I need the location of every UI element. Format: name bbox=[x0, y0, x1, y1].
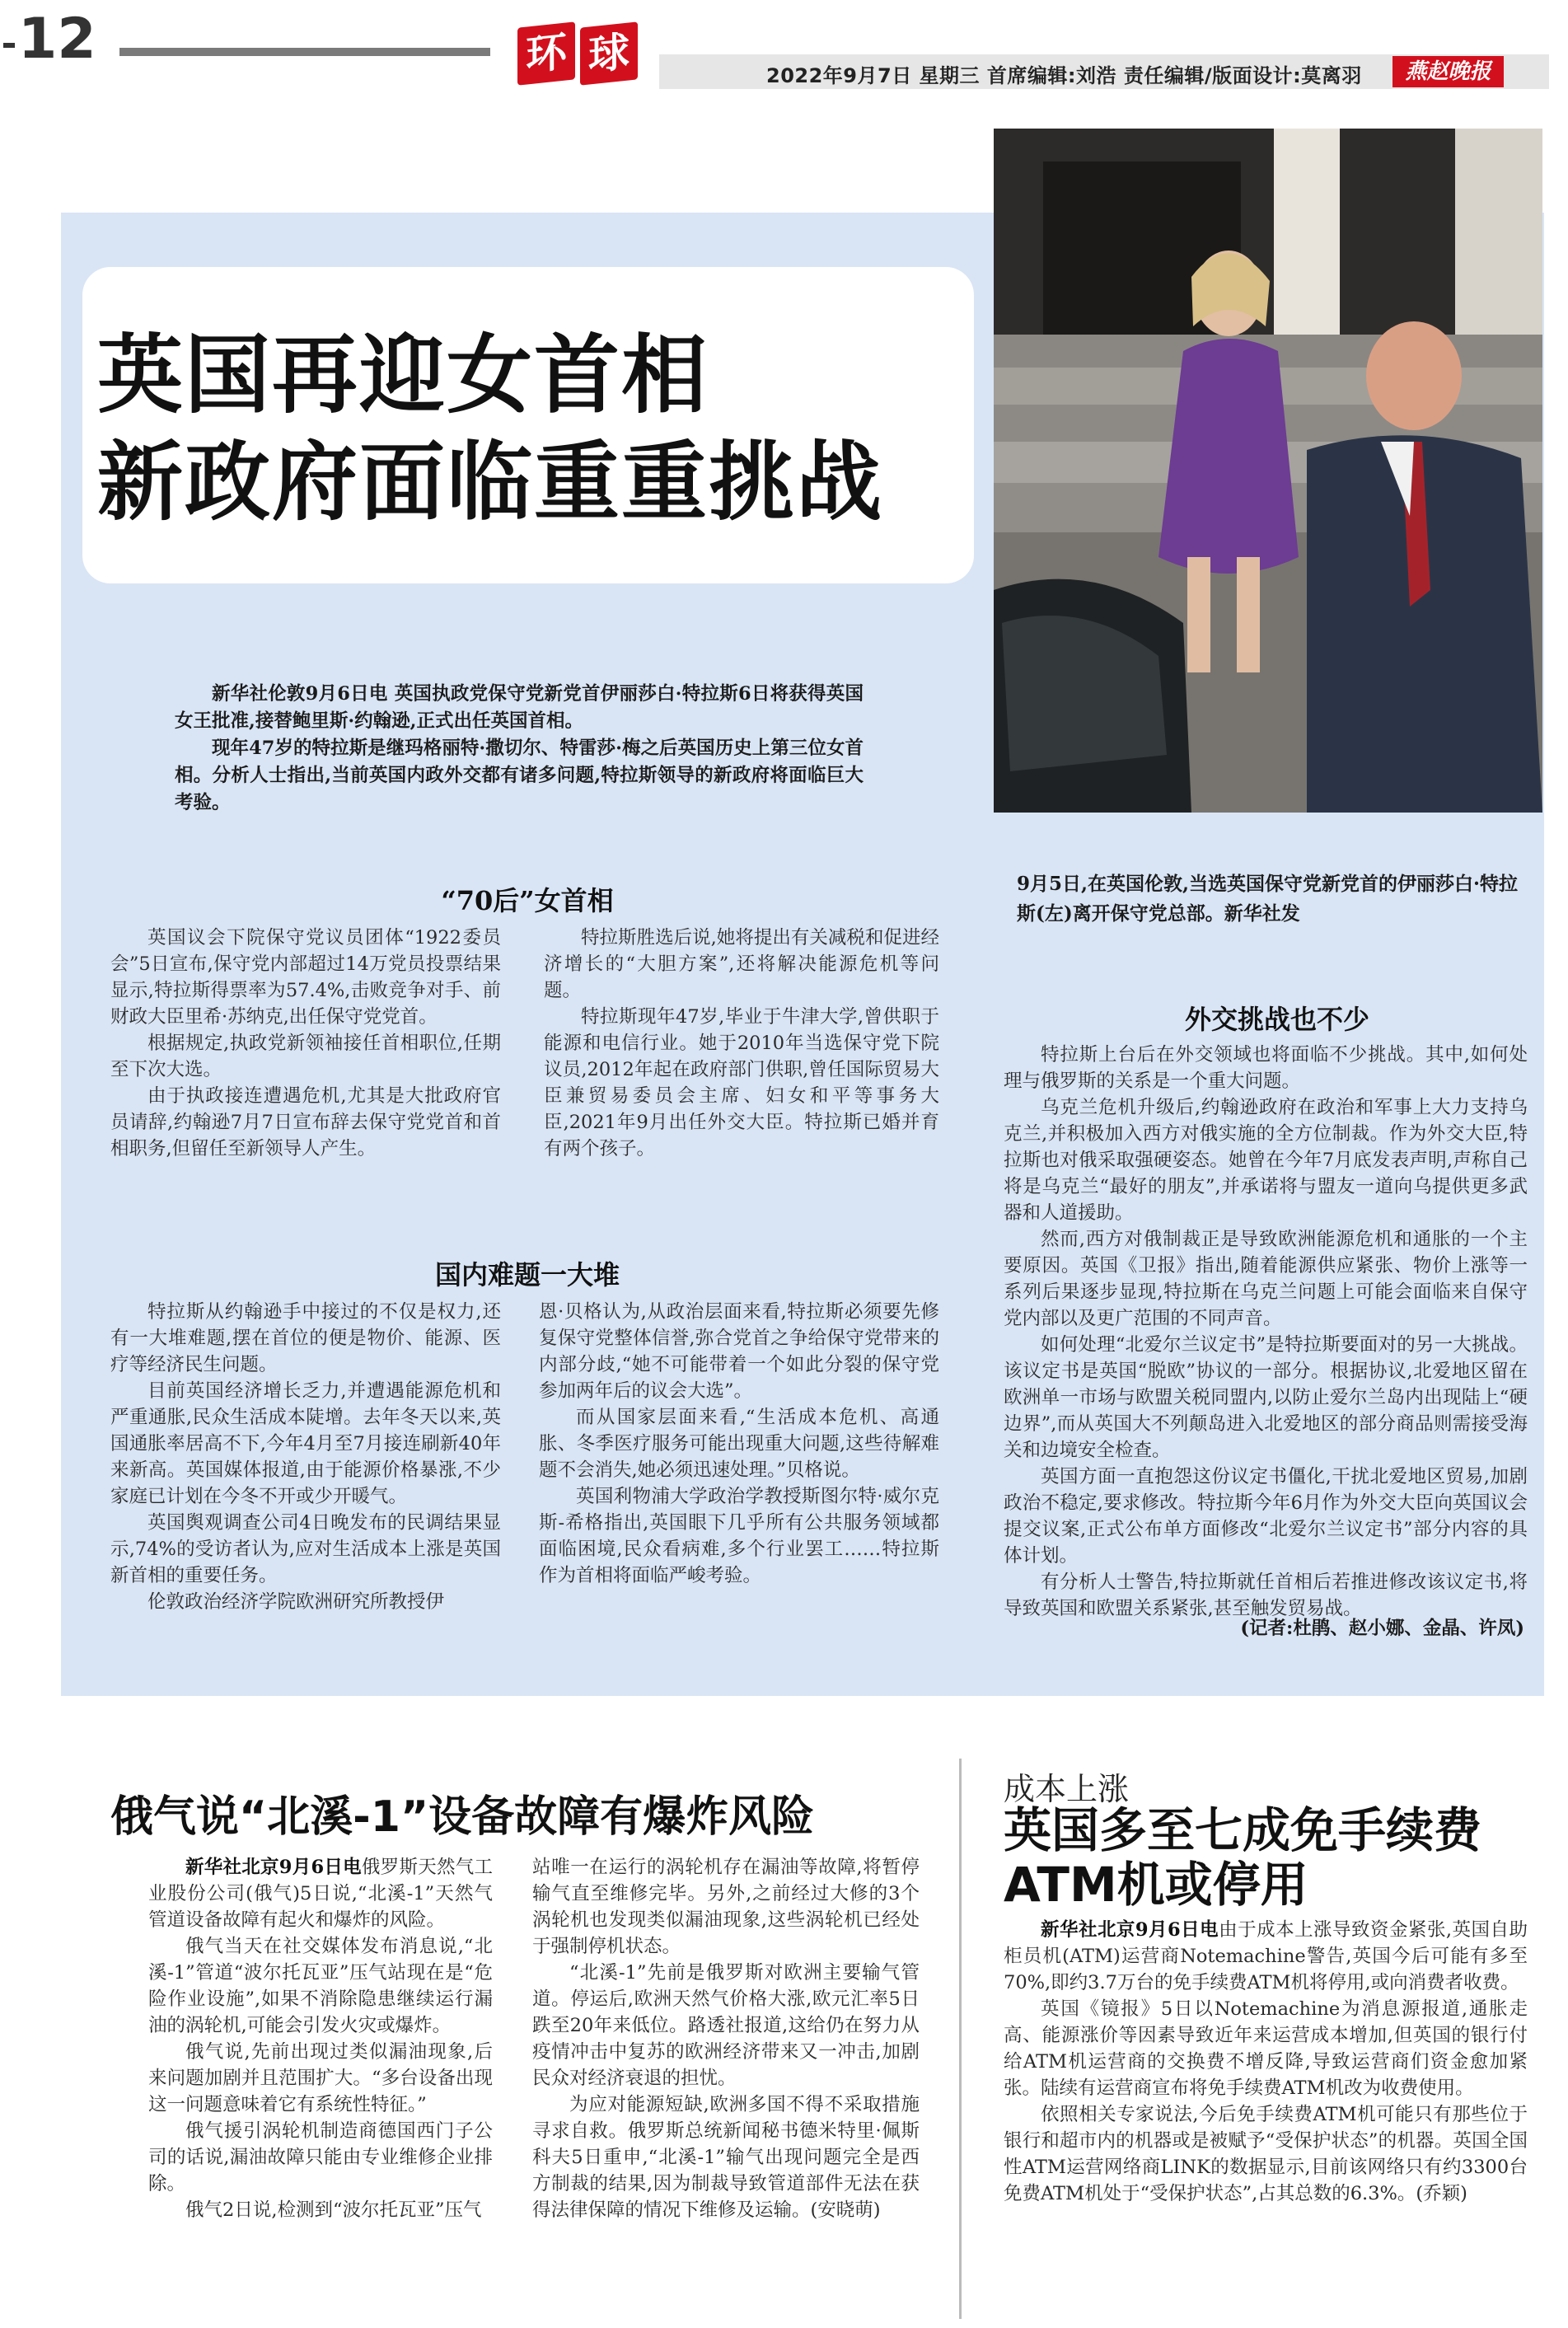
section-subhead: 国内难题一大堆 bbox=[434, 1259, 620, 1290]
article-column bbox=[110, 1299, 501, 1615]
paragraph: 然而,西方对俄制裁正是导致欧洲能源危机和通胀的一个主要原因。英国《卫报》指出,随着能源供应紧张、物价上涨等一系列后果逐步显现,特拉斯在乌克兰问题上可能会面临来自保守党内部以及更广范围的不同声音。 bbox=[1004, 1229, 1528, 1329]
reporter-credit: (记者:杜鹃、赵小娜、金晶、许凤) bbox=[1240, 1618, 1524, 1639]
lead-paragraph: 现年47岁的特拉斯是继玛格丽特·撒切尔、特雷莎·梅之后英国历史上第三位女首相。分析人士指出,当前英国内政外交都有诸多问题,特拉斯领导的新政府将面临巨大考验。 bbox=[175, 738, 864, 813]
article-column bbox=[544, 925, 939, 1162]
paragraph: 俄气2日说,检测到“波尔托瓦亚”压气 bbox=[185, 2199, 482, 2221]
masthead-logo: 燕赵晚报 bbox=[1392, 56, 1504, 87]
article-column bbox=[539, 1299, 939, 1589]
paragraph: 英国利物浦大学政治学教授斯图尔特·威尔克斯-希格指出,英国眼下几乎所有公共服务领域都面临困境,民众看病难,多个行业罢工……特拉斯作为首相将面临严峻考验。 bbox=[539, 1486, 939, 1586]
headline-line: 英国再迎女首相 bbox=[97, 325, 709, 425]
paragraph: 英国方面一直抱怨这份议定书僵化,干扰北爱地区贸易,加剧政治不稳定,要求修改。特拉斯今年6月作为外交大臣向英国议会提交议案,正式公布单方面修改“北爱尔兰议定书”部分内容的具体计划。 bbox=[1004, 1466, 1528, 1567]
paragraph bbox=[148, 1854, 493, 1933]
paragraph: 由于执政接连遭遇危机,尤其是大批政府官员请辞,约翰逊7月7日宣布辞去保守党党首和首相职务,但留任至新领导人产生。 bbox=[110, 1085, 501, 1159]
paragraph: 目前英国经济增长乏力,并遭遇能源危机和严重通胀,民众生活成本陡增。去年冬天以来,英国通胀率居高不下,今年4月至7月接连刷新40年来新高。英国媒体报道,由于能源价格暴涨,不少家庭已计划在今冬不开或少开暖气。 bbox=[110, 1380, 501, 1507]
column-divider bbox=[959, 1759, 962, 2319]
article-column bbox=[110, 925, 501, 1162]
paragraph: 伦敦政治经济学院欧洲研究所教授伊 bbox=[147, 1591, 445, 1613]
paragraph-text: 俄罗斯天然气工业股份公司(俄气)5日说,“北溪-1”天然气管道设备故障有起火和爆炸的风险。 bbox=[148, 1857, 493, 1931]
paragraph: 英国《镜报》5日以Notemachine为消息源报道,通胀走高、能源涨价等因素导致近年来运营成本增加,但英国的银行付给ATM机运营商的交换费不增反降,导致运营商们资金愈加紧张。陆续有运营商宣布将免手续费ATM机改为收费使用。 bbox=[1004, 1998, 1528, 2099]
paragraph: 如何处理“北爱尔兰议定书”是特拉斯要面对的另一大挑战。该议定书是英国“脱欧”协议的一部分。根据协议,北爱地区留在欧洲单一市场与欧盟关税同盟内,以防止爱尔兰岛内出现陆上“硬边界”,而从英国大不列颠岛进入北爱地区的部分商品则需接受海关和边境安全检查。 bbox=[1004, 1334, 1528, 1461]
main-headline bbox=[97, 321, 971, 536]
paragraph: 为应对能源短缺,欧洲多国不得不采取措施寻求自救。俄罗斯总统新闻秘书德米特里·佩斯科夫5日重申,“北溪-1”输气出现问题完全是西方制裁的结果,因为制裁导致管道部件无法在获得法律保障的情况下维修及运输。(安晓萌) bbox=[532, 2094, 920, 2221]
article-lead bbox=[175, 681, 864, 817]
paragraph: 依照相关专家说法,今后免手续费ATM机可能只有那些位于银行和超市内的机器或是被赋予“受保护状态”的机器。英国全国性ATM运营网络商LINK的数据显示,目前该网络只有约3300台免费ATM机处于“受保护状态”,占其总数的6.3%。(乔颖) bbox=[1004, 2104, 1528, 2204]
paragraph: 乌克兰危机升级后,约翰逊政府在政治和军事上大力支持乌克兰,并积极加入西方对俄实施的全方位制裁。作为外交大臣,特拉斯也对俄采取强硬姿态。她曾在今年7月底发表声明,声称自己将是乌克兰“最好的朋友”,并承诺将与盟友一道向乌提供更多武器和人道援助。 bbox=[1004, 1097, 1528, 1224]
header-rule bbox=[119, 48, 490, 56]
headline-line: 英国多至七成免手续费 bbox=[1004, 1802, 1482, 1858]
paragraph: 英国议会下院保守党议员团体“1922委员会”5日宣布,保守党内部超过14万党员投票结果显示,特拉斯得票率为57.4%,击败竞争对手、前财政大臣里希·苏纳克,出任保守党党首。 bbox=[110, 927, 501, 1028]
paragraph: 而从国家层面来看,“生活成本危机、高通胀、冬季医疗服务可能出现重大问题,这些待解难题不会消失,她必须迅速处理。”贝格说。 bbox=[539, 1407, 939, 1481]
paragraph: 俄气说,先前出现过类似漏油现象,后来问题加剧并且范围扩大。“多台设备出现这一问题意味着它有系统性特征。” bbox=[148, 2041, 493, 2115]
headline-line: 新政府面临重重挑战 bbox=[97, 432, 884, 532]
paragraph: 特拉斯胜选后说,她将提出有关减税和促进经济增长的“大胆方案”,还将解决能源危机等问题。 bbox=[544, 927, 939, 1001]
paragraph: 有分析人士警告,特拉斯就任首相后若推进修改该议定书,将导致英国和欧盟关系紧张,甚至触发贸易战。 bbox=[1004, 1572, 1528, 1619]
article-column bbox=[148, 1854, 493, 2223]
paragraph: 特拉斯从约翰逊手中接过的不仅是权力,还有一大堆难题,摆在首位的便是物价、能源、医疗等经济民生问题。 bbox=[110, 1301, 501, 1375]
dateline: 新华社北京9月6日电 bbox=[185, 1857, 362, 1878]
lead-paragraph: 新华社伦敦9月6日电 英国执政党保守党新党首伊丽莎白·特拉斯6日将获得英国女王批准,接替鲍里斯·约翰逊,正式出任英国首相。 bbox=[175, 683, 864, 732]
paragraph: 特拉斯现年47岁,毕业于牛津大学,曾供职于能源和电信行业。她于2010年当选保守党下院议员,2012年起在政府部门供职,曾任国际贸易大臣兼贸易委员会主席、妇女和平等事务大臣,2021年9月出任外交大臣。特拉斯已婚并育有两个孩子。 bbox=[544, 1006, 939, 1159]
dateline: 新华社北京9月6日电 bbox=[1041, 1919, 1219, 1941]
paragraph: 俄气援引涡轮机制造商德国西门子公司的话说,漏油故障只能由专业维修企业排除。 bbox=[148, 2120, 493, 2195]
section-subhead: 外交挑战也不少 bbox=[1184, 1004, 1369, 1035]
page-number: 12 bbox=[18, 7, 96, 72]
paragraph: 恩·贝格认为,从政治层面来看,特拉斯必须要先修复保守党整体信誉,弥合党首之争给保守党带来的内部分歧,“她不可能带着一个如此分裂的保守党参加两年后的议会大选”。 bbox=[539, 1301, 939, 1402]
article-column bbox=[532, 1854, 920, 2223]
photo-caption: 9月5日,在英国伦敦,当选英国保守党新党首的伊丽莎白·特拉斯(左)离开保守党总部。新华社发 bbox=[1017, 873, 1519, 925]
news-photo bbox=[994, 129, 1542, 813]
header-dateline: 2022年9月7日 星期三 首席编辑:刘浩 责任编辑/版面设计:莫离羽 bbox=[766, 64, 1362, 87]
paragraph: 特拉斯上台后在外交领域也将面临不少挑战。其中,如何处理与俄罗斯的关系是一个重大问题。 bbox=[1004, 1044, 1528, 1092]
section-tag bbox=[517, 25, 643, 96]
article-column bbox=[1004, 1917, 1528, 2207]
section-subhead: “70后”女首相 bbox=[441, 885, 614, 916]
paragraph: 俄气当天在社交媒体发布消息说,“北溪-1”管道“波尔托瓦亚”压气站现在是“危险作业设施”,如果不消除隐患继续运行漏油的涡轮机,可能会引发火灾或爆炸。 bbox=[148, 1936, 493, 2036]
headline-line: ATM机或停用 bbox=[1004, 1857, 1308, 1913]
section-tag-char: 球 bbox=[580, 21, 638, 85]
story-headline bbox=[1004, 1803, 1547, 1912]
paragraph-text: 由于成本上涨导致资金紧张,英国自助柜员机(ATM)运营商Notemachine警告,英国今后可能有多至70%,即约3.7万台的免手续费ATM机将停用,或向消费者收费。 bbox=[1004, 1919, 1528, 1993]
section-tag-char: 环 bbox=[517, 21, 575, 85]
paragraph: 根据规定,执政党新领袖接任首相职位,任期至下次大选。 bbox=[110, 1033, 501, 1080]
paragraph: 站唯一在运行的涡轮机存在漏油等故障,将暂停输气直至维修完毕。另外,之前经过大修的3个涡轮机也发现类似漏油现象,这些涡轮机已经处于强制停机状态。 bbox=[532, 1857, 920, 1957]
paragraph: 英国舆观调查公司4日晚发布的民调结果显示,74%的受访者认为,应对生活成本上涨是英国新首相的重要任务。 bbox=[110, 1512, 501, 1586]
article-column bbox=[1004, 1042, 1528, 1622]
paragraph bbox=[1004, 1917, 1528, 1996]
paragraph: “北溪-1”先前是俄罗斯对欧洲主要输气管道。停运后,欧洲天然气价格大涨,欧元汇率5日跌至20年来低位。路透社报道,这给仍在努力从疫情冲击中复苏的欧洲经济带来又一冲击,加剧民众对经济衰退的担忧。 bbox=[532, 1962, 920, 2089]
story-kicker: 成本上涨 bbox=[1004, 1771, 1130, 1807]
story-headline: 俄气说“北溪-1”设备故障有爆炸风险 bbox=[110, 1792, 815, 1842]
